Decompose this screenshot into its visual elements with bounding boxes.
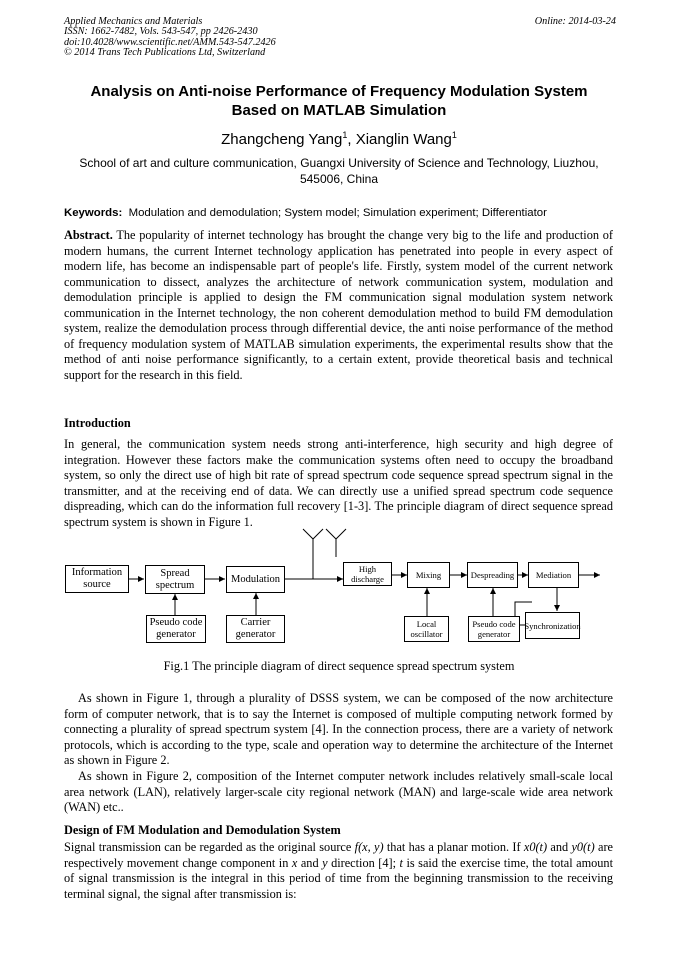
author-2: Xianglin Wang: [355, 131, 452, 148]
abstract-label: Abstract.: [64, 228, 113, 242]
high-label-2: discharge: [351, 574, 384, 584]
synchronization-box: Synchronization: [525, 612, 580, 639]
carrier-generator-box: [226, 615, 285, 643]
online-date: Online: 2014-03-24: [534, 16, 616, 27]
figure-1-caption: Fig.1 The principle diagram of direct sequence spread spectrum system: [163, 659, 515, 673]
modulation-box: Modulation: [226, 566, 285, 593]
design-text-7: is said the exercise time, the total amount of signal transmission is the integral in this period of time from the beginning transmission to the receiving terminal signal, the signal after transmission is:: [64, 855, 613, 901]
design-text: [64, 840, 613, 902]
y-variable: y: [322, 855, 328, 870]
design-text-4: are respectively movement change component in: [64, 840, 613, 870]
author-2-affil: 1: [451, 130, 457, 140]
paragraph-figure-1: As shown in Figure 1, through a plurality of DSSS system, we can be composed of the now architecture form of computer network, that is to say the Internet is composed of multiple computing network formed by connecting a plurality of spread spectrum system [4]. In the connection process, there are a variety of network protocols, which is according to the type, scale and operation way to determine the architecture of the Internet as shown in Figure 2.: [64, 691, 613, 767]
design-text-5: and: [297, 855, 323, 870]
copyright-line: © 2014 Trans Tech Publications Ltd, Switzerland: [64, 47, 266, 59]
affiliation: [50, 155, 628, 187]
affiliation-line-1: School of art and culture communication, Guangxi University of Science and Technology, Liuzhou,: [79, 156, 599, 170]
keywords-label: Keywords:: [64, 207, 123, 219]
author-separator: ,: [347, 131, 356, 148]
doi-line: doi:10.4028/www.scientific.net/AMM.543-547.2426: [64, 36, 276, 48]
pseudo2-label-2: generator: [477, 629, 511, 639]
info-source-label-2: source: [83, 579, 111, 590]
pseudo-code-generator-2-box: [468, 616, 520, 642]
y0-expression: y0(t): [571, 840, 595, 854]
x0-expression: x0(t): [523, 840, 548, 854]
abstract: [64, 228, 613, 383]
spread-spectrum-box: [145, 565, 205, 594]
design-text-1: Signal transmission can be regarded as the original source: [64, 840, 355, 854]
function-expression: f(x, y): [354, 840, 384, 854]
issn-line: ISSN: 1662-7482, Vols. 543-547, pp 2426-2430: [64, 26, 258, 38]
high-label-1: High: [358, 564, 377, 574]
figure-1-diagram: [60, 527, 620, 655]
title-line-1: Analysis on Anti-noise Performance of Frequency Modulation System: [90, 83, 588, 100]
design-heading: Design of FM Modulation and Demodulation System: [64, 823, 341, 837]
local-label-2: oscillator: [410, 629, 443, 639]
pseudo-code-generator-box: [146, 615, 206, 643]
abstract-text: The popularity of internet technology has brought the change very big to the life and production of modern humans, the current Internet technology application has penetrated into people in every aspect of modern life, has become an indispensable part of people's life. Firstly, system model of the current network communication to dissect, analyzes the architecture of network communication system, modulation and demodulation principle is applied to design the FM communication signal modulation system network communication in the Internet technology, the non coherent demodulation method to build FM demodulation system, realize the demodulation process through differential device, the anti noise performance of the method of frequency modulation system of MATLAB simulation experiments, the experimental results show that the method of anti noise performance significantly, to a certain extent, provide theoretical basis and technical support for the research in this field.: [64, 228, 613, 382]
affiliation-line-2: 545006, China: [299, 172, 379, 186]
introduction-heading: Introduction: [64, 416, 131, 430]
carrier-label-2: generator: [235, 629, 276, 640]
author-1-affil: 1: [342, 130, 348, 140]
introduction-text: In general, the communication system needs strong anti-interference, high security and high degree of integration. However these factors make the communication systems often need to occupy the broadband system, so only the direct use of high bit rate of spread spectrum code sequence spread spectrum signal in the transmitter, and at the receiving end of data. We can directly use a unified spread spectrum code sequence dispreading, which can do the information full recovery [1-3]. The principle diagram of direct sequence spread spectrum system is shown in Figure 1.: [64, 437, 613, 529]
design-text-2: that has a planar motion. If: [383, 840, 524, 854]
t-variable: t: [399, 855, 403, 870]
journal-name: Applied Mechanics and Materials: [64, 16, 203, 27]
paragraph-figure-2: As shown in Figure 2, composition of the Internet computer network includes relatively small-scale local area network (LAN), relatively larger-scale city regional network (MAN) and large-scale wide area network (WAN) etc..: [64, 769, 613, 814]
info-source-label-1: Information: [71, 567, 123, 578]
pseudo1-label-1: Pseudo code: [149, 617, 203, 628]
keywords-text: Modulation and demodulation; System model; Simulation experiment; Differentiator: [128, 207, 547, 219]
design-text-6: direction [4];: [327, 855, 400, 870]
mixing-box: Mixing: [407, 562, 450, 588]
journal-header: [64, 17, 616, 59]
mediation-box: Mediation: [528, 562, 579, 588]
title-line-2: Based on MATLAB Simulation: [231, 102, 447, 119]
pseudo1-label-2: generator: [156, 629, 196, 640]
x-variable: x: [291, 855, 298, 870]
pseudo2-label-1: Pseudo code: [472, 619, 516, 629]
author-1: Zhangcheng Yang: [221, 131, 343, 148]
local-oscillator-box: [404, 616, 449, 642]
despreading-box: Despreading: [467, 562, 518, 588]
paper-title: [40, 82, 638, 120]
spread-label-1: Spread: [160, 567, 190, 579]
design-text-3: and: [547, 840, 572, 854]
author-list: [40, 130, 638, 148]
keywords: [64, 207, 547, 219]
spread-label-2: spectrum: [155, 579, 195, 591]
carrier-label-1: Carrier: [240, 617, 271, 628]
info-source-box: [65, 565, 129, 593]
high-discharge-box: [343, 562, 392, 586]
local-label-1: Local: [416, 619, 437, 629]
